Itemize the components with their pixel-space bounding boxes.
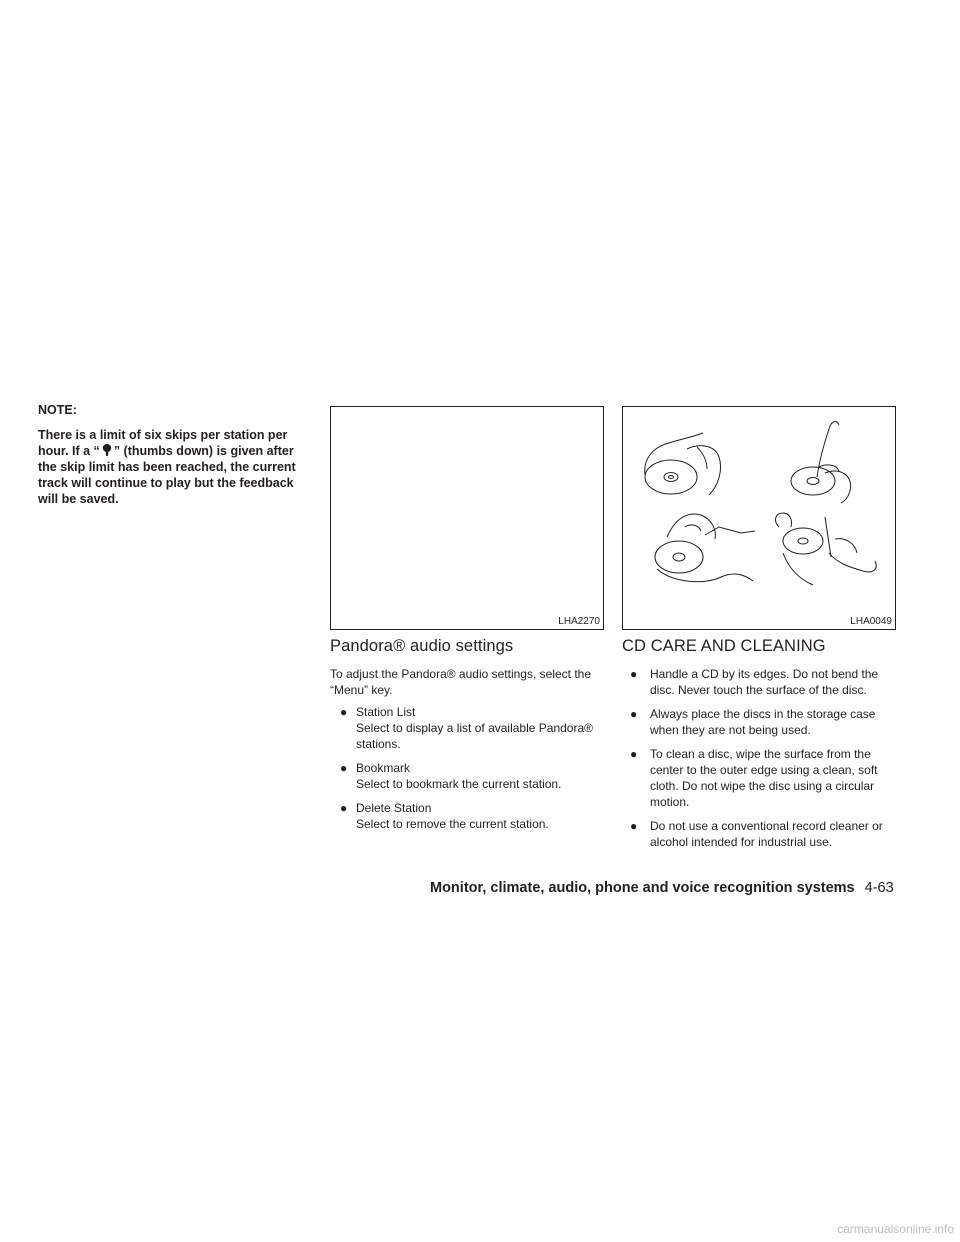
pandora-intro: To adjust the Pandora® audio settings, select the “Menu” key. [330,667,592,697]
pandora-heading: Pandora® audio settings [330,637,514,655]
watermark: carmanualsonline.info [837,1222,954,1236]
list-item-desc: Select to remove the current station. [356,817,549,831]
bullet-icon: ● [340,705,348,719]
note-text-before: There is a limit of six skips per station per hour. If a “ [38,428,288,458]
list-item [630,666,896,698]
list-item [340,800,602,832]
list-item-title: Delete Station [356,801,432,815]
cd-care-section [622,637,896,858]
list-item-title: Station List [356,705,416,719]
note-title: NOTE: [38,403,77,417]
page-number: 4-63 [864,880,894,896]
bullet-icon: ● [630,747,638,761]
note-text-after: ” (thumbs down) is given after the skip limit has been reached, the current track will continue to play but the feedback will be saved. [38,444,296,506]
figure-label-right: LHA0049 [850,616,892,627]
figure-label-left: LHA2270 [558,616,600,627]
figure-cd-handling [622,406,896,630]
figure-pandora [330,406,604,630]
list-item [630,706,896,738]
cd-handling-illustration [623,407,895,629]
pandora-section [330,637,602,840]
list-item-text: Handle a CD by its edges. Do not bend the disc. Never touch the surface of the disc. [650,667,879,697]
thumbs-down-icon [100,443,114,457]
list-item [630,746,896,810]
list-item-desc: Select to display a list of available Pandora® stations. [356,721,593,751]
cd-care-list [630,666,896,850]
bullet-icon: ● [630,819,638,833]
list-item-text: Do not use a conventional record cleaner or alcohol intended for industrial use. [650,819,883,849]
note-text [38,427,310,507]
list-item-desc: Select to bookmark the current station. [356,777,562,791]
cd-care-heading: CD CARE AND CLEANING [622,637,826,655]
footer-section-title: Monitor, climate, audio, phone and voice recognition systems [430,880,855,896]
page-footer [430,880,896,896]
list-item [630,818,896,850]
list-item-text: Always place the discs in the storage case when they are not being used. [650,707,876,737]
list-item [340,704,602,752]
pandora-list [340,704,602,832]
note-block [38,403,310,507]
bullet-icon: ● [340,761,348,775]
list-item-title: Bookmark [356,761,411,775]
list-item-text: To clean a disc, wipe the surface from the center to the outer edge using a clean, soft cloth. Do not wipe the disc using a circular motion. [650,747,878,809]
list-item [340,760,602,792]
bullet-icon: ● [630,707,638,721]
bullet-icon: ● [340,801,348,815]
bullet-icon: ● [630,667,638,681]
